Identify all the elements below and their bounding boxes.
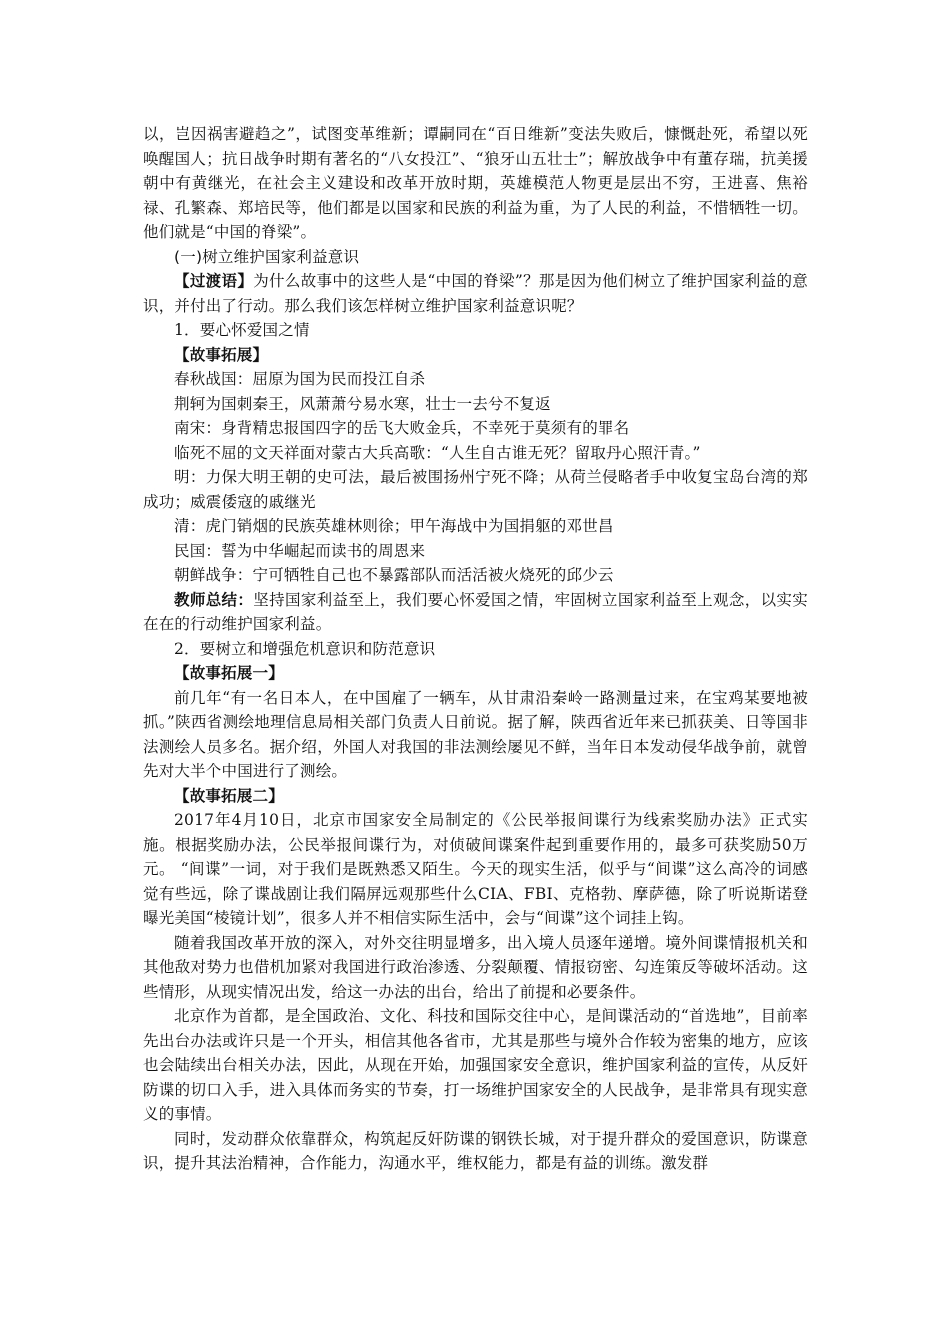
story-ext1-text: 前几年“有一名日本人，在中国雇了一辆车，从甘肃沿秦岭一路测量过来，在宝鸡某要地被抓。”陕西省测绘地理信息局相关部门负责人日前说。据了解，陕西省近年来已抓获美、日等国非法测绘人员多名。据介绍，外国人对我国的非法测绘屡见不鲜，当年日本发动侵华战争前，就曾先对大半个中国进行了测绘。 bbox=[143, 688, 808, 780]
point1-title: 1．要心怀爱国之情 bbox=[174, 321, 310, 339]
story-item: 朝鲜战争：宁可牺牲自己也不暴露部队而活活被火烧死的邱少云 bbox=[174, 566, 614, 584]
story-item: 临死不屈的文天祥面对蒙古大兵高歌：“人生自古谁无死？留取丹心照汗青。” bbox=[174, 443, 701, 462]
story-ext-label: 【故事拓展】 bbox=[174, 345, 269, 364]
point2-title: 2．要树立和增强危机意识和防范意识 bbox=[174, 639, 436, 658]
teacher-summary-text: 坚持国家利益至上，我们要心怀爱国之情，牢固树立国家利益至上观念，以实实在在的行动维护国家利益。 bbox=[143, 590, 808, 633]
teacher-summary-label: 教师总结： bbox=[174, 590, 254, 609]
teacher-summary bbox=[143, 588, 808, 637]
story-item: 明：力保大明王朝的史可法，最后被围扬州宁死不降；从荷兰侵略者手中收复宝岛台湾的郑成功；威震倭寇的戚继光 bbox=[143, 468, 808, 511]
story-item: 荆轲为国刺秦王，风萧萧兮易水寒，壮士一去兮不复返 bbox=[174, 394, 551, 413]
story-item: 春秋战国：屈原为国为民而投江自杀 bbox=[174, 370, 426, 388]
story-item: 清：虎门销烟的民族英雄林则徐；甲午海战中为国捐躯的邓世昌 bbox=[174, 517, 614, 535]
transition-text: 为什么故事中的这些人是“中国的脊梁”？那是因为他们树立了维护国家利益的意识，并付出了行动。那么我们该怎样树立维护国家利益意识呢？ bbox=[143, 272, 808, 315]
transition-label: 【过渡语】 bbox=[174, 272, 254, 290]
story-item: 南宋：身背精忠报国四字的岳飞大败金兵，不幸死于莫须有的罪名 bbox=[174, 419, 630, 437]
story-ext2-paragraph: 同时，发动群众依靠群众，构筑起反奸防谍的钢铁长城，对于提升群众的爱国意识，防谍意识，提升其法治精神，合作能力，沟通水平，维权能力，都是有益的训练。激发群 bbox=[143, 1129, 808, 1172]
section-heading: (一)树立维护国家利益意识 bbox=[174, 247, 360, 266]
transition-paragraph bbox=[143, 269, 808, 318]
story-ext1-label: 【故事拓展一】 bbox=[174, 664, 284, 682]
document-body bbox=[143, 122, 808, 1176]
story-ext2-label: 【故事拓展二】 bbox=[174, 786, 284, 805]
story-item: 民国：誓为中华崛起而读书的周恩来 bbox=[174, 541, 426, 560]
story-ext2-paragraph: 随着我国改革开放的深入，对外交往明显增多，出入境人员逐年递增。境外间谍情报机关和其他敌对势力也借机加紧对我国进行政治渗透、分裂颠覆、情报窃密、勾连策反等破坏活动。这些情形，从现实情况出发，给这一办法的出台，给出了前提和必要条件。 bbox=[143, 933, 808, 1001]
story-ext2-paragraph: 北京作为首都，是全国政治、文化、科技和国际交往中心，是间谍活动的“首选地”，目前率先出台办法或许只是一个开头，相信其他各省市，尤其是那些与境外合作较为密集的地方，应该也会陆续出台相关办法，因此，从现在开始，加强国家安全意识，维护国家利益的宣传，从反奸防谍的切口入手，进入具体而务实的节奏，打一场维护国家安全的人民战争，是非常具有现实意义的事情。 bbox=[143, 1007, 808, 1123]
story-ext2-paragraph: 2017年4月10日，北京市国家安全局制定的《公民举报间谍行为线索奖励办法》正式实施。根据奖励办法，公民举报间谍行为，对侦破间谍案件起到重要作用的，最多可获奖励50万元。 “间谍”一词，对于我们是既熟悉又陌生。今天的现实生活，似乎与“间谍”这么高冷的词感觉有些远，除了谍战剧让我们隔屏远观那些什么CIA、FBI、克格勃、摩萨德，除了听说斯诺登曝光美国“棱镜计划”，很多人并不相信实际生活中，会与“间谍”这个词挂上钩。 bbox=[143, 811, 808, 927]
intro-paragraph: 以，岂因祸害避趋之”，试图变革维新；谭嗣同在“百日维新”变法失败后，慷慨赴死，希望以死唤醒国人；抗日战争时期有著名的“八女投江”、“狼牙山五壮士”；解放战争中有董存瑞，抗美援朝中有黄继光，在社会主义建设和改革开放时期，英雄模范人物更是层出不穷，王进喜、焦裕禄、孔繁森、郑培民等，他们都是以国家和民族的利益为重，为了人民的利益，不惜牺牲一切。他们就是“中国的脊梁”。 bbox=[143, 125, 808, 241]
